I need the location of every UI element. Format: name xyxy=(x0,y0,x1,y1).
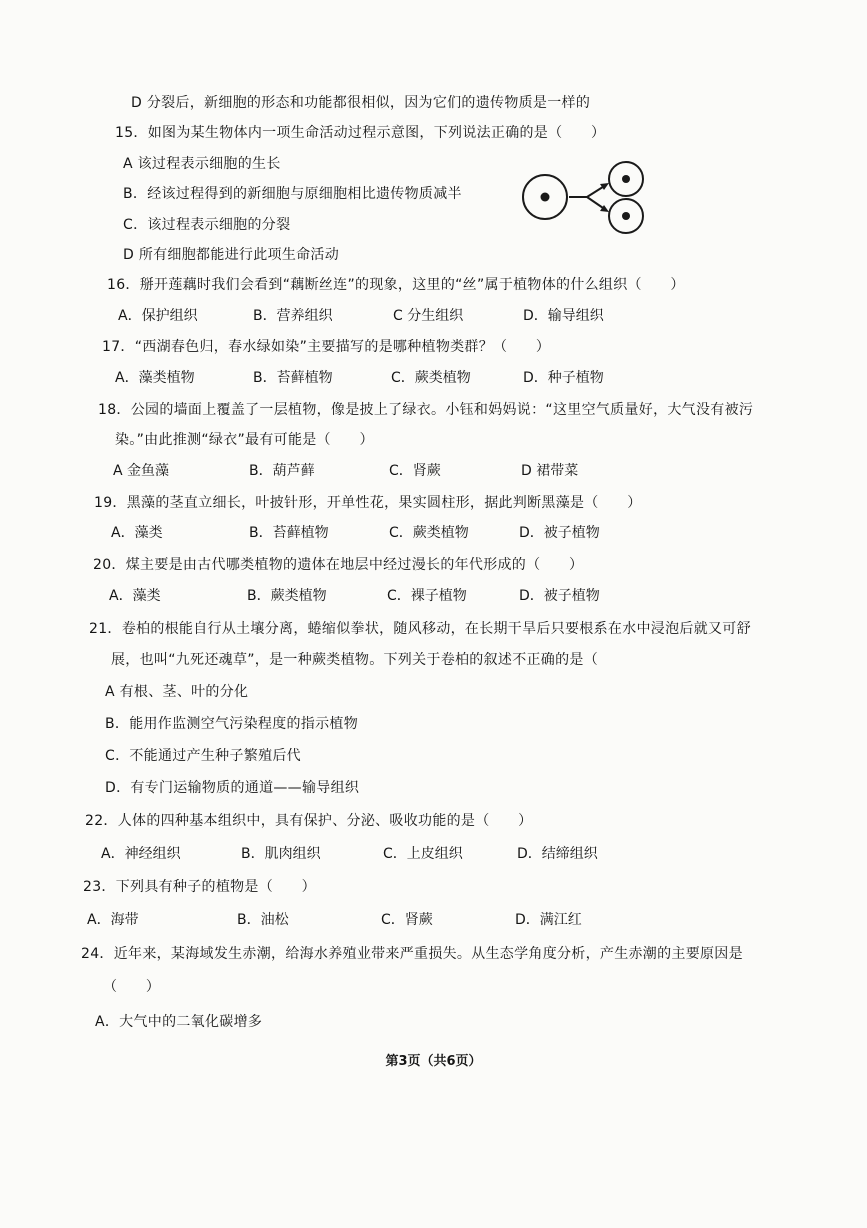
q18-stem-line1: 18．公园的墙面上覆盖了一层植物，像是披上了绿衣。小钰和妈妈说：“这里空气质量好，大气没有被污 xyxy=(98,402,754,418)
q15-stem: 15．如图为某生物体内一项生命活动过程示意图，下列说法正确的是（ ） xyxy=(115,125,606,141)
q23-stem: 23．下列具有种子的植物是（ ） xyxy=(83,879,316,895)
q16-option-b: B．营养组织 xyxy=(253,308,333,324)
q18-option-a: A 金鱼藻 xyxy=(113,463,170,479)
q22-stem: 22．人体的四种基本组织中，具有保护、分泌、吸收功能的是（ ） xyxy=(85,813,533,829)
q24-stem-line2: （ ） xyxy=(103,979,161,995)
q19-option-b: B．苔藓植物 xyxy=(249,525,329,541)
q21-option-a: A 有根、茎、叶的分化 xyxy=(105,684,249,700)
q21-option-b: B．能用作监测空气污染程度的指示植物 xyxy=(105,716,359,732)
q24-stem-line1: 24．近年来，某海域发生赤潮，给海水养殖业带来严重损失。从生态学角度分析，产生赤潮的主要原因是 xyxy=(81,946,743,962)
cell-division-diagram-icon xyxy=(520,160,650,240)
q23-option-c: C．肾蕨 xyxy=(381,912,433,928)
q15-option-a: A 该过程表示细胞的生长 xyxy=(123,156,281,172)
q18-option-c: C．肾蕨 xyxy=(389,463,441,479)
q17-option-b: B．苔藓植物 xyxy=(253,370,333,386)
q23-option-d: D．满江红 xyxy=(515,912,582,928)
q16-option-a: A．保护组织 xyxy=(118,308,198,324)
q18-option-d: D 裙带菜 xyxy=(521,463,579,479)
q22-option-d: D．结缔组织 xyxy=(517,846,598,862)
q17-option-d: D．种子植物 xyxy=(523,370,604,386)
q18-option-b: B．葫芦藓 xyxy=(249,463,315,479)
q20-option-d: D．被子植物 xyxy=(519,588,600,604)
page-footer: 第3页（共6页） xyxy=(385,1054,482,1069)
q17-option-a: A．藻类植物 xyxy=(115,370,195,386)
q20-stem: 20．煤主要是由古代哪类植物的遗体在地层中经过漫长的年代形成的（ ） xyxy=(93,557,584,573)
q23-option-b: B．油松 xyxy=(237,912,289,928)
q15-option-c: C．该过程表示细胞的分裂 xyxy=(123,217,291,233)
q17-option-c: C．蕨类植物 xyxy=(391,370,471,386)
q19-option-a: A．藻类 xyxy=(111,525,163,541)
q20-option-c: C．裸子植物 xyxy=(387,588,467,604)
q15-option-d: D 所有细胞都能进行此项生命活动 xyxy=(123,247,340,263)
q21-stem-line1: 21．卷柏的根能自行从土壤分离，蜷缩似拳状，随风移动，在长期干旱后只要根系在水中浸泡后就又可舒 xyxy=(89,621,751,637)
q21-stem-line2: 展，也叫“九死还魂草”，是一种蕨类植物。下列关于卷柏的叙述不正确的是（ xyxy=(111,652,599,668)
q19-option-c: C．蕨类植物 xyxy=(389,525,469,541)
q20-option-a: A．藻类 xyxy=(109,588,161,604)
q19-option-d: D．被子植物 xyxy=(519,525,600,541)
q22-option-c: C．上皮组织 xyxy=(383,846,463,862)
q19-stem: 19．黑藻的茎直立细长，叶披针形，开单性花，果实圆柱形，据此判断黑藻是（ ） xyxy=(94,495,642,511)
q14-option-d: D 分裂后，新细胞的形态和功能都很相似，因为它们的遗传物质是一样的 xyxy=(131,95,591,111)
q22-option-b: B．肌肉组织 xyxy=(241,846,321,862)
q16-stem: 16．掰开莲藕时我们会看到“藕断丝连”的现象，这里的“丝”属于植物体的什么组织（ ） xyxy=(107,277,685,293)
q22-option-a: A．神经组织 xyxy=(101,846,181,862)
q18-stem-line2: 染。”由此推测“绿衣”最有可能是（ ） xyxy=(115,432,374,448)
q23-option-a: A．海带 xyxy=(87,912,139,928)
q20-option-b: B．蕨类植物 xyxy=(247,588,327,604)
q17-stem: 17．“西湖春色归，春水绿如染”主要描写的是哪种植物类群？（ ） xyxy=(102,339,551,355)
q16-option-d: D．输导组织 xyxy=(523,308,604,324)
q21-option-d: D．有专门运输物质的通道——输导组织 xyxy=(105,780,360,796)
q16-option-c: C 分生组织 xyxy=(393,308,464,324)
q21-option-c: C．不能通过产生种子繁殖后代 xyxy=(105,748,301,764)
q15-option-b: B．经该过程得到的新细胞与原细胞相比遗传物质减半 xyxy=(123,186,462,202)
q24-option-a: A．大气中的二氧化碳增多 xyxy=(95,1014,263,1030)
